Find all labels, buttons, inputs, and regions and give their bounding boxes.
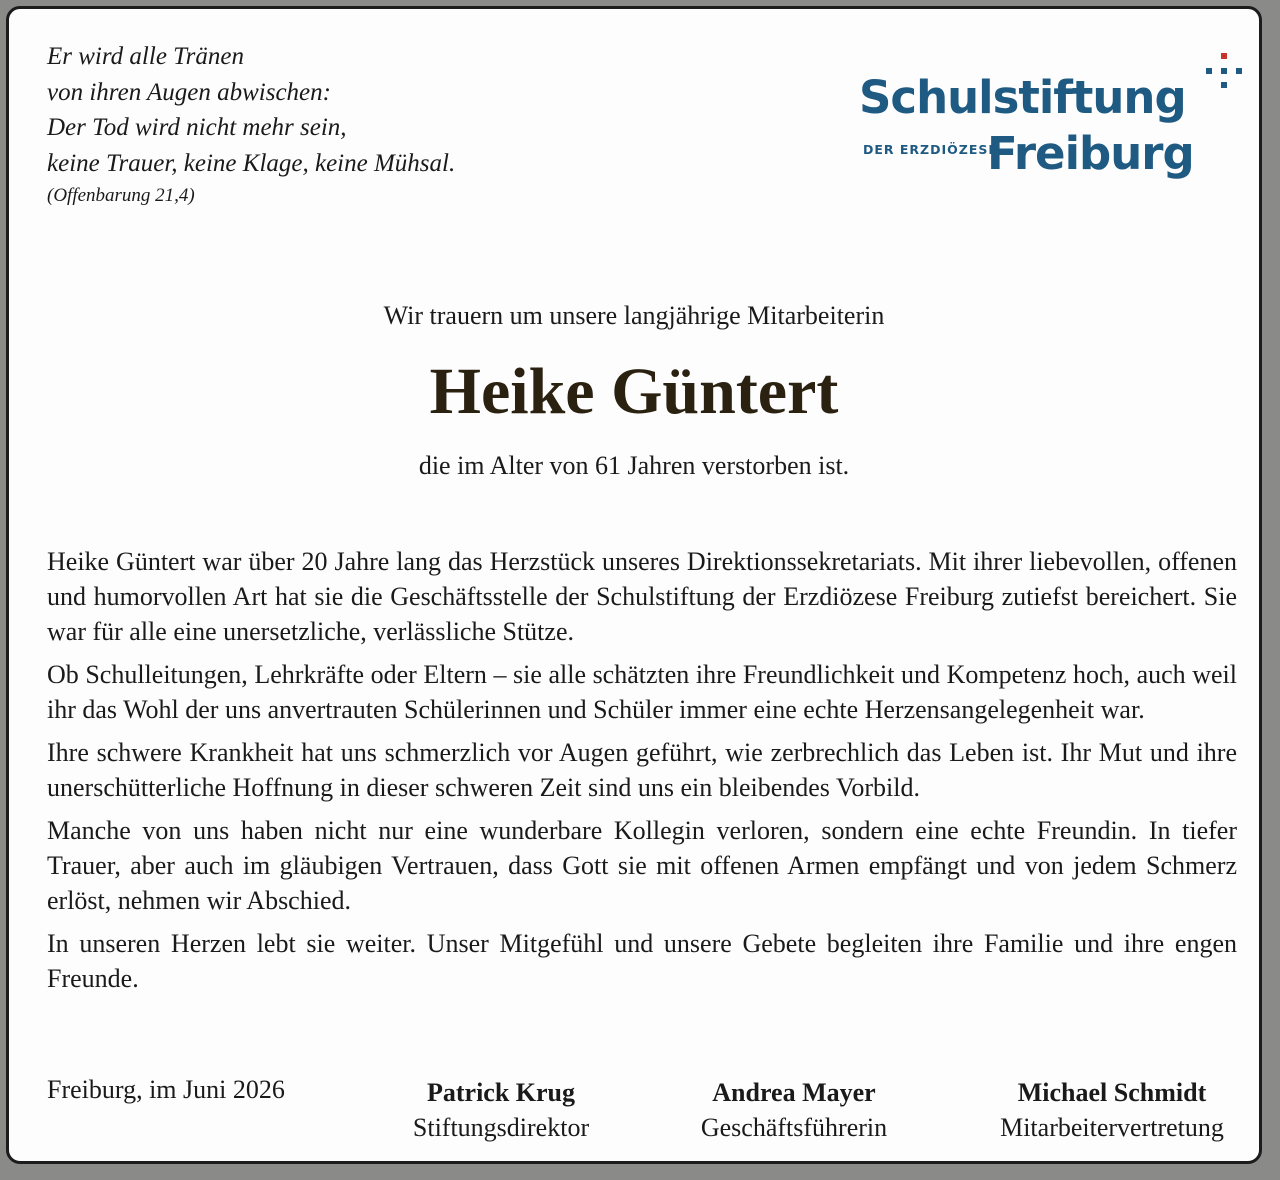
signatory-name: Patrick Krug bbox=[426, 1078, 576, 1107]
paragraph: Ob Schulleitungen, Lehrkräfte oder Eltern – sie alle schätzten ihre Freundlichkeit und Kompetenz hoch, auch weil ihr das Wohl der uns anvertrauten Schülerinnen und Schüler immer eine echte Herzensangelegenheit war. bbox=[47, 660, 1237, 724]
paragraph: Manche von uns haben nicht nur eine wunderbare Kollegin verloren, sondern eine echte Freundin. In tiefer Trauer, aber auch im gläubigen Vertrauen, dass Gott sie mit offenen Armen empfängt und von jedem Schmerz erlöst, nehmen wir Abschied. bbox=[47, 816, 1237, 915]
logo-line-schulstiftung: Schulstiftung bbox=[859, 71, 1186, 124]
signatory-3 bbox=[977, 1075, 1247, 1145]
obituary-frame bbox=[6, 6, 1262, 1164]
signatory-role: Stiftungsdirektor bbox=[412, 1113, 590, 1142]
verse-line: keine Trauer, keine Klage, keine Mühsal. bbox=[47, 149, 456, 177]
verse-line: von ihren Augen abwischen: bbox=[47, 78, 331, 106]
verse-line: Der Tod wird nicht mehr sein, bbox=[47, 114, 347, 141]
bible-verse bbox=[47, 39, 455, 211]
paragraph: Ihre schwere Krankheit hat uns schmerzlich vor Augen geführt, wie zerbrechlich das Leben ist. Ihr Mut und ihre unerschütterliche Hoffnung in dieser schweren Zeit sind uns ein bleibendes Vorbild. bbox=[47, 738, 1237, 802]
paragraph: In unseren Herzen lebt sie weiter. Unser Mitgefühl und unsere Gebete begleiten ihre Familie und ihre engen Freunde. bbox=[47, 929, 1237, 993]
signatory-1 bbox=[396, 1075, 606, 1145]
logo-cross-dots-icon bbox=[1204, 51, 1248, 91]
signature-footer bbox=[9, 1075, 1259, 1155]
deceased-name: Heike Güntert bbox=[429, 355, 839, 428]
verse-line: Er wird alle Tränen bbox=[47, 43, 245, 70]
signatory-2 bbox=[679, 1075, 909, 1145]
age-line: die im Alter von 61 Jahren verstorben ist. bbox=[418, 451, 850, 480]
obituary-text bbox=[47, 544, 1237, 1004]
signatory-name: Andrea Mayer bbox=[712, 1078, 876, 1107]
intro-line: Wir trauern um unsere langjährige Mitarbeiterin bbox=[383, 301, 885, 330]
schulstiftung-logo bbox=[859, 47, 1249, 197]
place-date: Freiburg, im Juni 2026 bbox=[47, 1075, 285, 1104]
logo-line-freiburg: Freiburg bbox=[987, 127, 1194, 180]
paragraph: Heike Güntert war über 20 Jahre lang das Herzstück unseres Direktionssekretariats. Mit ihrer liebevollen, offenen und humorvollen Art hat sie die Geschäftsstelle der Schulstiftung der Erzdiözese Freiburg zutiefst bereichert. Sie war für alle eine unersetzliche, verlässliche Stütze. bbox=[47, 547, 1237, 646]
logo-line-der-erzdioezese: DER ERZDIÖZESE bbox=[863, 142, 998, 157]
signatory-role: Mitarbeitervertretung bbox=[1000, 1113, 1224, 1142]
signatory-name: Michael Schmidt bbox=[1017, 1078, 1207, 1107]
verse-reference: (Offenbarung 21,4) bbox=[47, 185, 195, 206]
signatory-role: Geschäftsführerin bbox=[700, 1113, 888, 1142]
